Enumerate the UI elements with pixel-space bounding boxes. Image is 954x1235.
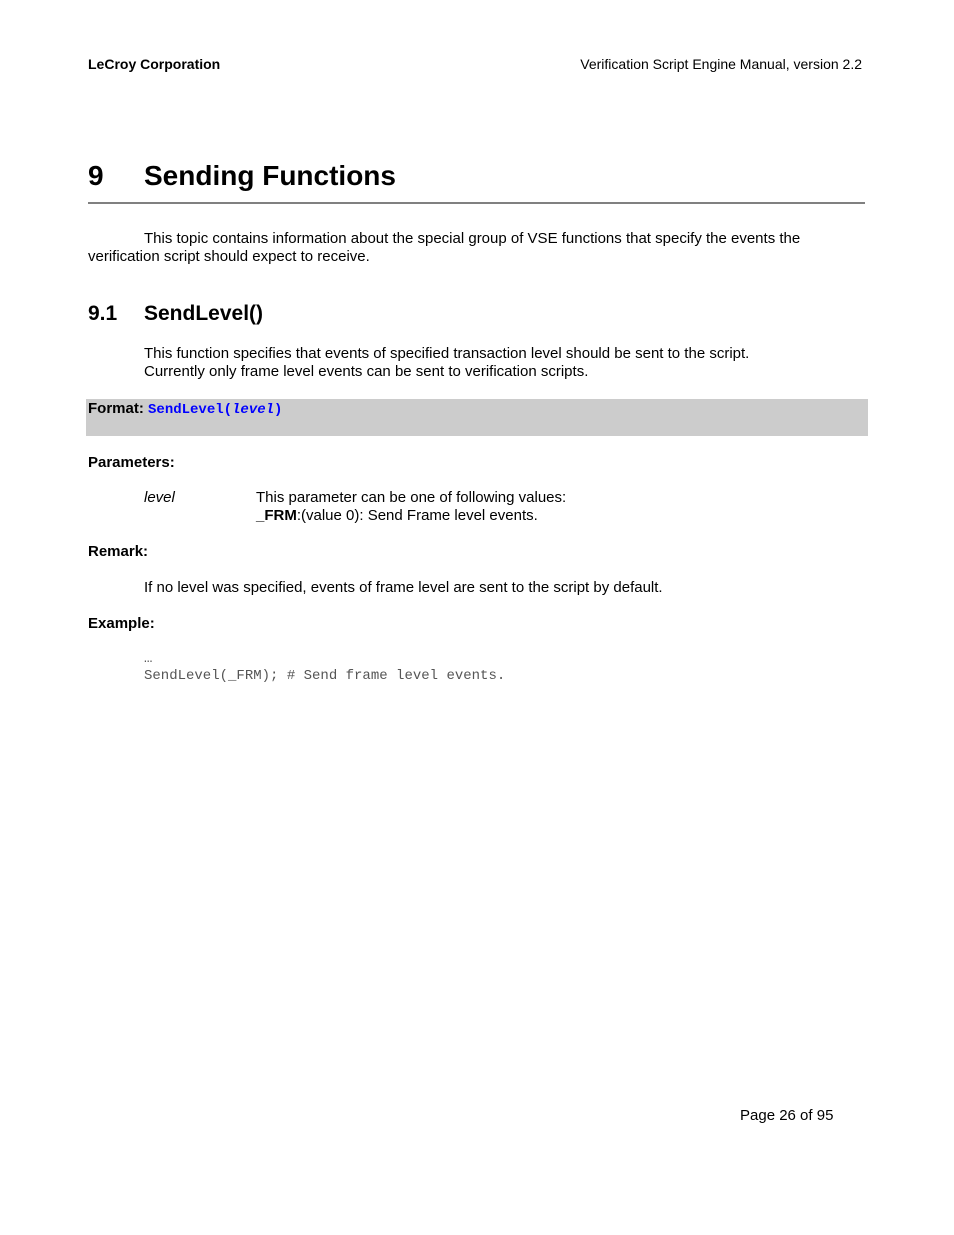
remark-text: If no level was specified, events of frame level are sent to the script by default.	[144, 579, 663, 596]
format-signature	[148, 402, 282, 418]
section-heading	[88, 302, 263, 326]
example-code-line-2: SendLevel(_FRM); # Send frame level events.	[144, 668, 506, 684]
section-title: SendLevel()	[144, 302, 264, 325]
header-manual-title: Verification Script Engine Manual, version 2.2	[580, 56, 862, 72]
header-company: LeCroy Corporation	[88, 56, 221, 72]
chapter-title: Sending Functions	[144, 160, 396, 191]
section-description	[144, 345, 844, 381]
section-number: 9.1	[88, 302, 118, 325]
format-function: SendLevel(	[148, 402, 233, 418]
format-close: )	[274, 402, 283, 418]
example-label: Example:	[88, 615, 155, 632]
parameter-value-desc: :(value 0): Send Frame level events.	[296, 507, 538, 524]
parameter-desc-line: This parameter can be one of following values:	[256, 489, 567, 506]
description-line-1: This function specifies that events of specified transaction level should be sent to the script.	[144, 345, 750, 362]
intro-paragraph: This topic contains information about the special group of VSE functions that specify the events the verification script should expect to receive.	[88, 230, 801, 265]
parameters-label: Parameters:	[88, 454, 175, 471]
chapter-number: 9	[88, 160, 104, 191]
format-line	[88, 400, 282, 418]
page-number: Page 26 of 95	[740, 1107, 834, 1124]
parameter-value-line	[256, 507, 816, 525]
parameter-description	[256, 489, 816, 525]
remark-label: Remark:	[88, 543, 149, 560]
parameter-name: level	[144, 489, 175, 506]
format-label: Format:	[88, 400, 144, 417]
format-arg: level	[232, 402, 275, 418]
chapter-divider	[88, 202, 865, 204]
chapter-heading	[88, 160, 396, 192]
parameter-value-name: _FRM	[256, 507, 297, 524]
description-line-2: Currently only frame level events can be sent to verification scripts.	[144, 363, 589, 380]
example-code-line-1: …	[144, 651, 153, 667]
format-box	[86, 399, 868, 436]
